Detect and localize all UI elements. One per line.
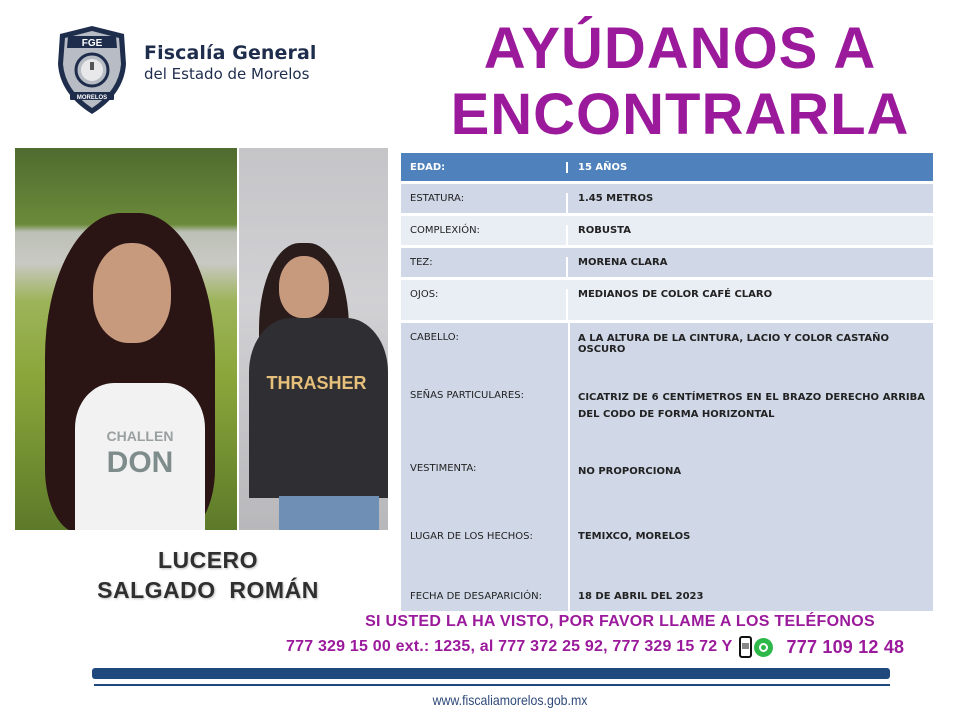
value-fecha: 18 DE ABRIL DEL 2023	[578, 591, 704, 602]
label-edad: EDAD:	[401, 162, 568, 173]
label-lugar: LUGAR DE LOS HECHOS:	[410, 531, 533, 542]
value-complexion: ROBUSTA	[578, 225, 631, 236]
label-senas: SEÑAS PARTICULARES:	[410, 390, 524, 401]
phone-numbers	[286, 636, 946, 658]
first-name: LUCERO	[157, 547, 259, 573]
phone-list[interactable]: 777 329 15 00 ext.: 1235, al 777 372 25 92, 777 329 15 72 Y	[286, 638, 733, 655]
photo1-shirt-text: CHALLEN	[106, 428, 174, 444]
info-table	[401, 153, 933, 611]
missing-person-name	[40, 545, 376, 605]
value-vestimenta: NO PROPORCIONA	[578, 466, 682, 477]
photo-portrait-outdoor: CHALLEN DON	[15, 148, 237, 530]
fge-logo	[54, 24, 130, 116]
label-fecha: FECHA DE DESAPARICIÓN:	[410, 591, 542, 602]
website-link[interactable]: www.fiscaliamorelos.gob.mx	[432, 692, 588, 708]
table-row-ojos	[401, 280, 933, 320]
label-cabello: CABELLO:	[410, 332, 459, 343]
org-name-line2: del Estado de Morelos	[144, 65, 310, 83]
last-names: SALGADO ROMÁN	[97, 577, 319, 603]
detail-fecha	[401, 591, 933, 602]
label-estatura: ESTATURA:	[401, 193, 568, 213]
badge-bottom-text: MORELOS	[76, 95, 108, 101]
value-estatura: 1.45 METROS	[578, 193, 654, 204]
photos	[15, 148, 388, 530]
table-row-estatura	[401, 184, 933, 213]
shield-badge-icon	[54, 24, 130, 116]
value-senas: CICATRIZ DE 6 CENTÍMETROS EN EL BRAZO DERECHO ARRIBA DEL CODO DE FORMA HORIZONTAL	[578, 392, 925, 420]
table-row-details	[401, 323, 933, 611]
photo2-shirt-text: THRASHER	[266, 373, 367, 393]
footer-divider-thick	[92, 668, 890, 679]
value-cabello: A LA ALTURA DE LA CINTURA, LACIO Y COLOR CASTAÑO OSCURO	[578, 333, 889, 355]
badge-top-text: FGE	[81, 38, 103, 49]
organization-name	[144, 42, 317, 84]
photo-portrait-indoor	[239, 148, 388, 530]
detail-vestimenta	[401, 463, 933, 477]
value-ojos: MEDIANOS DE COLOR CAFÉ CLARO	[578, 289, 773, 300]
headline-line2: ENCONTRARLA	[450, 82, 910, 147]
detail-cabello	[401, 332, 933, 355]
detail-lugar	[401, 531, 933, 542]
label-tez: TEZ:	[401, 257, 568, 277]
table-row-complexion	[401, 216, 933, 245]
value-edad: 15 AÑOS	[578, 161, 628, 173]
org-name-line1: Fiscalía General	[144, 42, 317, 64]
value-tez: MORENA CLARA	[578, 257, 668, 268]
label-vestimenta: VESTIMENTA:	[410, 463, 477, 474]
whatsapp-number[interactable]: 777 109 12 48	[786, 636, 905, 657]
label-ojos: OJOS:	[401, 289, 568, 320]
table-row-tez	[401, 248, 933, 277]
mobile-message-icon	[739, 636, 752, 658]
whatsapp-icon	[754, 638, 773, 657]
label-complexion: COMPLEXIÓN:	[401, 225, 568, 245]
headline-line1: AYÚDANOS A	[483, 16, 877, 81]
footer-divider-thin	[94, 684, 890, 686]
detail-senas	[401, 390, 933, 423]
value-lugar: TEMIXCO, MORELOS	[578, 531, 691, 542]
headline	[430, 16, 930, 148]
call-to-action-text: SI USTED LA HA VISTO, POR FAVOR LLAME A LOS TELÉFONOS	[365, 613, 875, 630]
table-row-edad	[401, 153, 933, 181]
